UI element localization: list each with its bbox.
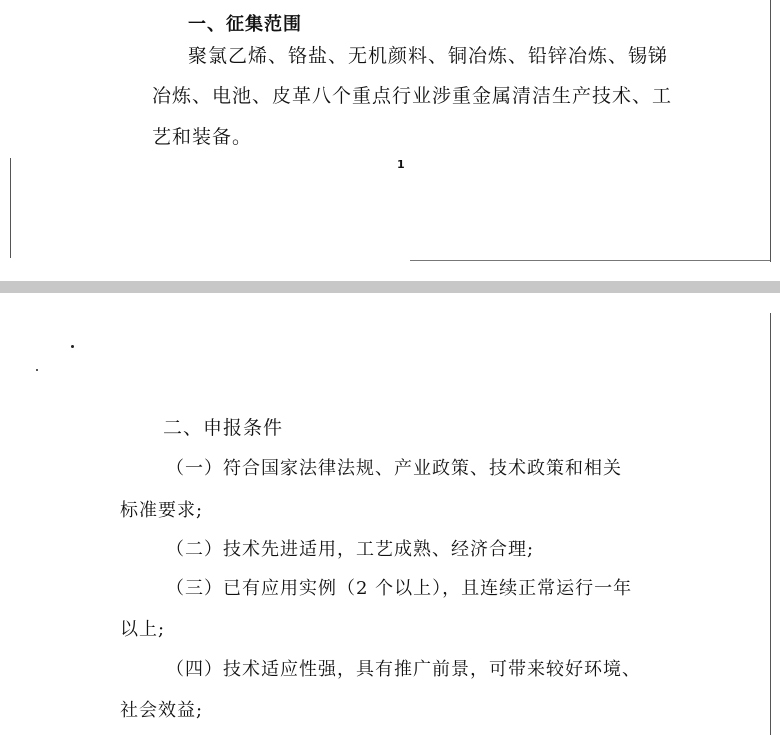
scan-speck bbox=[36, 369, 38, 371]
page-separator bbox=[0, 281, 780, 293]
scope-line-2: 冶炼、电池、皮革八个重点行业涉重金属清洁生产技术、工 bbox=[152, 85, 673, 107]
condition-line-4: （三）已有应用实例（2 个以上），且连续正常运行一年 bbox=[166, 578, 633, 599]
condition-line-2: 标准要求; bbox=[120, 500, 204, 521]
scope-line-1: 聚氯乙烯、铬盐、无机颜料、铜冶炼、铅锌冶炼、锡锑 bbox=[188, 45, 669, 67]
document-page-1 bbox=[0, 0, 780, 262]
page-bottom-border bbox=[410, 260, 770, 261]
condition-line-6: （四）技术适应性强，具有推广前景，可带来较好环境、 bbox=[166, 659, 641, 680]
page-right-border bbox=[770, 313, 771, 735]
scan-speck bbox=[71, 345, 74, 348]
condition-line-3: （二）技术先进适用，工艺成熟、经济合理; bbox=[166, 539, 535, 560]
scope-line-3: 艺和装备。 bbox=[152, 126, 253, 148]
condition-line-5: 以上; bbox=[120, 619, 166, 640]
page-left-border bbox=[10, 158, 11, 258]
condition-line-1: （一）符合国家法律法规、产业政策、技术政策和相关 bbox=[166, 458, 622, 479]
page-right-border bbox=[770, 0, 771, 262]
document-page-2 bbox=[0, 293, 780, 735]
section-heading-scope: 一、征集范围 bbox=[188, 14, 302, 35]
page-gap-white bbox=[0, 262, 780, 281]
condition-line-7: 社会效益; bbox=[120, 700, 204, 721]
page-number: 1 bbox=[397, 158, 405, 171]
section-heading-conditions: 二、申报条件 bbox=[163, 417, 284, 439]
